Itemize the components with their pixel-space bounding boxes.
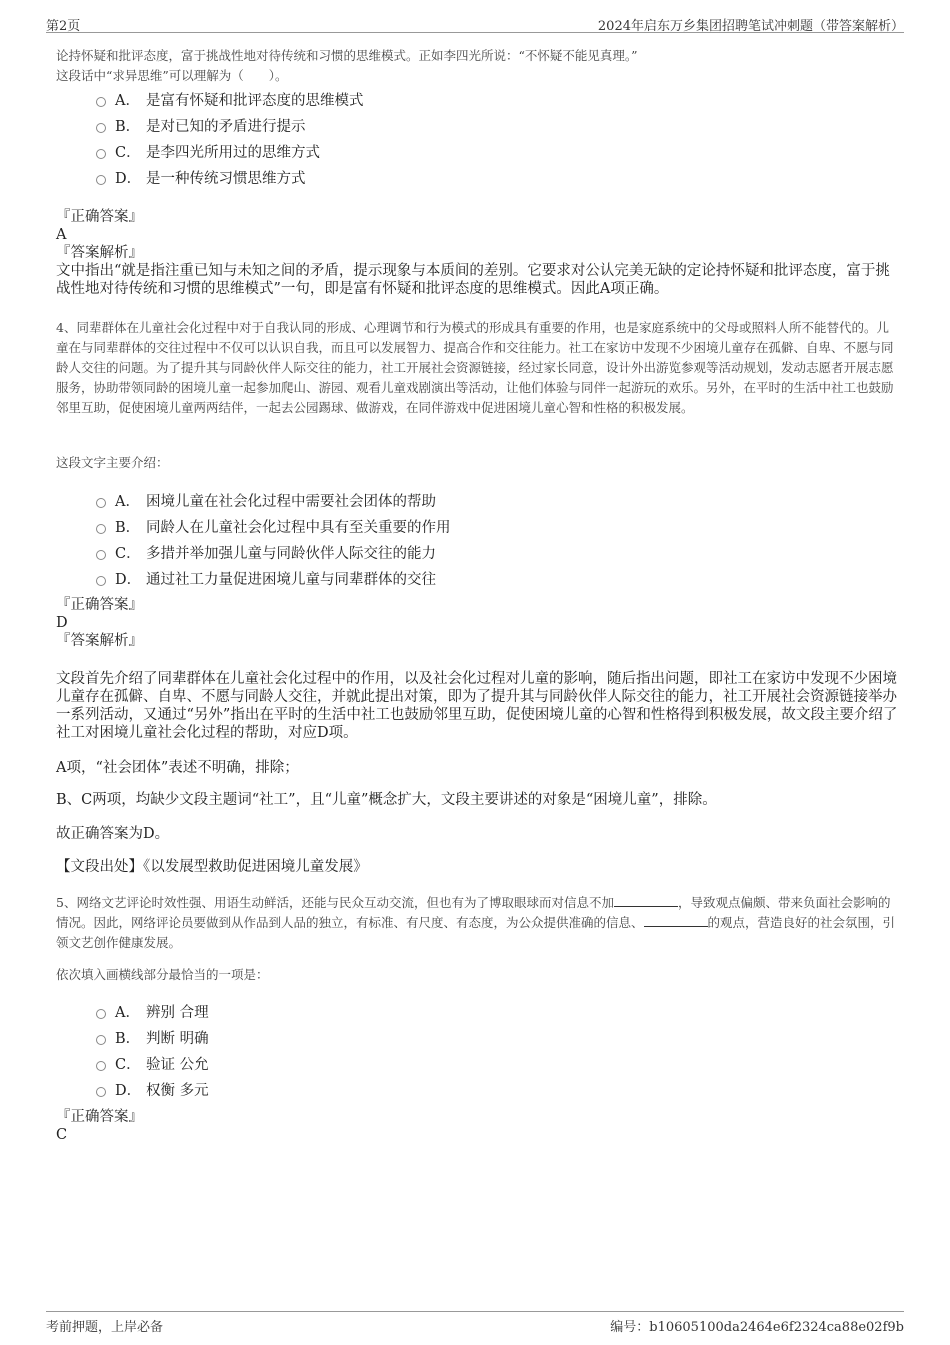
answer-value: A xyxy=(56,227,67,243)
page-header xyxy=(46,14,904,33)
q3-stem-line2: 这段话中“求异思维”可以理解为（ ）。 xyxy=(56,68,288,83)
page-number: 第2页 xyxy=(46,19,81,34)
q5-option-b[interactable]: B． 判断 明确 xyxy=(96,1024,209,1050)
q4-question: 这段文字主要介绍： xyxy=(56,455,169,470)
document-title: 2024年启东万乡集团招聘笔试冲刺题（带答案解析） xyxy=(597,19,904,34)
radio-icon[interactable] xyxy=(96,1035,106,1045)
q3-option-b[interactable]: B． 是对已知的矛盾进行提示 xyxy=(96,112,364,138)
q4-option-d[interactable]: D． 通过社工力量促进困境儿童与同辈群体的交往 xyxy=(96,565,451,591)
radio-icon[interactable] xyxy=(96,524,106,534)
q4-option-a[interactable]: A． 困境儿童在社会化过程中需要社会团体的帮助 xyxy=(96,487,451,513)
q4-analysis-2: A项，“社会团体”表述不明确，排除； xyxy=(56,760,299,776)
document-code: 编号：b10605100da2464e6f2324ca88e02f9b xyxy=(610,1320,904,1335)
q4-answer-block xyxy=(56,596,898,650)
q4-analysis-3: B、C两项，均缺少文段主题词“社工”，且“儿童”概念扩大，文段主要讲述的对象是“困境儿童”，排除。 xyxy=(56,792,717,808)
q3-answer-block xyxy=(56,208,898,298)
blank-line xyxy=(644,914,708,927)
answer-label: 『正确答案』 xyxy=(56,597,143,613)
radio-icon[interactable] xyxy=(96,149,106,159)
q3-option-d[interactable]: D． 是一种传统习惯思维方式 xyxy=(96,164,364,190)
answer-label: 『正确答案』 xyxy=(56,1109,143,1125)
blank-line xyxy=(614,894,678,907)
radio-icon[interactable] xyxy=(96,550,106,560)
radio-icon[interactable] xyxy=(96,576,106,586)
q3-stem-line1: 论持怀疑和批评态度，富于挑战性地对待传统和习惯的思维模式。正如李四光所说：“不怀疑不能见真理。” xyxy=(56,48,638,63)
q5-answer-block xyxy=(56,1108,898,1144)
q4-passage: 4、同辈群体在儿童社会化过程中对于自我认同的形成、心理调节和行为模式的形成具有重要的作用，也是家庭系统中的父母或照料人所不能替代的。儿童在与同辈群体的交往过程中不仅可以认识自我，而且可以发展智力、提高合作和交往能力。社工在家访中发现不少困境儿童存在孤僻、自卑、不愿与同龄人交往的问题。为了提升其与同龄伙伴人际交往的能力，社工开展社会资源链接，经过家长同意，设计外出游览参观等活动规划，发动志愿者开展志愿服务，协助带领同龄的困境儿童一起参加爬山、游园、观看儿童戏剧演出等活动，让他们体验与同伴一起游玩的欢乐。另外，在平时的生活中社工也鼓励邻里互助，促使困境儿童两两结伴，一起去公园踢球、做游戏，在同伴游戏中促进困境儿童心智和性格的积极发展。 xyxy=(56,320,894,415)
q4-source: 【文段出处】《以发展型救助促进困境儿童发展》 xyxy=(56,859,368,875)
page-footer xyxy=(46,1311,904,1334)
radio-icon[interactable] xyxy=(96,1009,106,1019)
answer-value: D xyxy=(56,615,68,631)
q3-option-c[interactable]: C． 是李四光所用过的思维方式 xyxy=(96,138,364,164)
analysis-label: 『答案解析』 xyxy=(56,245,143,261)
q3-options xyxy=(96,86,364,190)
q3-option-a[interactable]: A． 是富有怀疑和批评态度的思维模式 xyxy=(96,86,364,112)
analysis-text: 文中指出“就是指注重已知与未知之间的矛盾，提示现象与本质间的差别。它要求对公认完美无缺的定论持怀疑和批评态度，富于挑战性地对待传统和习惯的思维模式”一句，即是富有怀疑和批评态度的思维模式。因此A项正确。 xyxy=(56,263,890,297)
radio-icon[interactable] xyxy=(96,123,106,133)
radio-icon[interactable] xyxy=(96,498,106,508)
q3-stem xyxy=(56,46,898,86)
q4-options xyxy=(96,487,451,591)
radio-icon[interactable] xyxy=(96,1061,106,1071)
q4-analysis-4: 故正确答案为D。 xyxy=(56,826,170,842)
answer-label: 『正确答案』 xyxy=(56,209,143,225)
answer-value: C xyxy=(56,1127,68,1143)
q4-option-b[interactable]: B． 同龄人在儿童社会化过程中具有至关重要的作用 xyxy=(96,513,451,539)
q5-passage: 5、网络文艺评论时效性强、用语生动鲜活，还能与民众互动交流，但也有为了博取眼球而对信息不加 ，导致观点偏颇、带来负面社会影响的情况。因此，网络评论员要做到从作品到人品的独立，有标准、有尺度、有态度，为公众提供准确的信息、 的观点，营造良好的社会氛围，引领文艺创作健康发展。 xyxy=(56,895,896,950)
q4-option-c[interactable]: C． 多措并举加强儿童与同龄伙伴人际交往的能力 xyxy=(96,539,451,565)
radio-icon[interactable] xyxy=(96,1087,106,1097)
analysis-label: 『答案解析』 xyxy=(56,633,143,649)
q5-options xyxy=(96,998,209,1102)
radio-icon[interactable] xyxy=(96,175,106,185)
q4-analysis-1: 文段首先介绍了同辈群体在儿童社会化过程中的作用，以及社会化过程对儿童的影响，随后指出问题，即社工在家访中发现不少困境儿童存在孤僻、自卑、不愿与同龄人交往，并就此提出对策，即为了提升其与同龄伙伴人际交往的能力，社工开展社会资源链接举办一系列活动，又通过“另外”指出在平时的生活中社工也鼓励邻里互助，促使困境儿童的心智和性格得到积极发展，故文段主要介绍了社工对困境儿童社会化过程的帮助，对应D项。 xyxy=(56,671,898,741)
q5-option-c[interactable]: C． 验证 公允 xyxy=(96,1050,209,1076)
radio-icon[interactable] xyxy=(96,97,106,107)
footer-slogan: 考前押题，上岸必备 xyxy=(46,1320,164,1335)
q5-question: 依次填入画横线部分最恰当的一项是： xyxy=(56,967,269,982)
q5-option-a[interactable]: A． 辨别 合理 xyxy=(96,998,209,1024)
q5-option-d[interactable]: D． 权衡 多元 xyxy=(96,1076,209,1102)
